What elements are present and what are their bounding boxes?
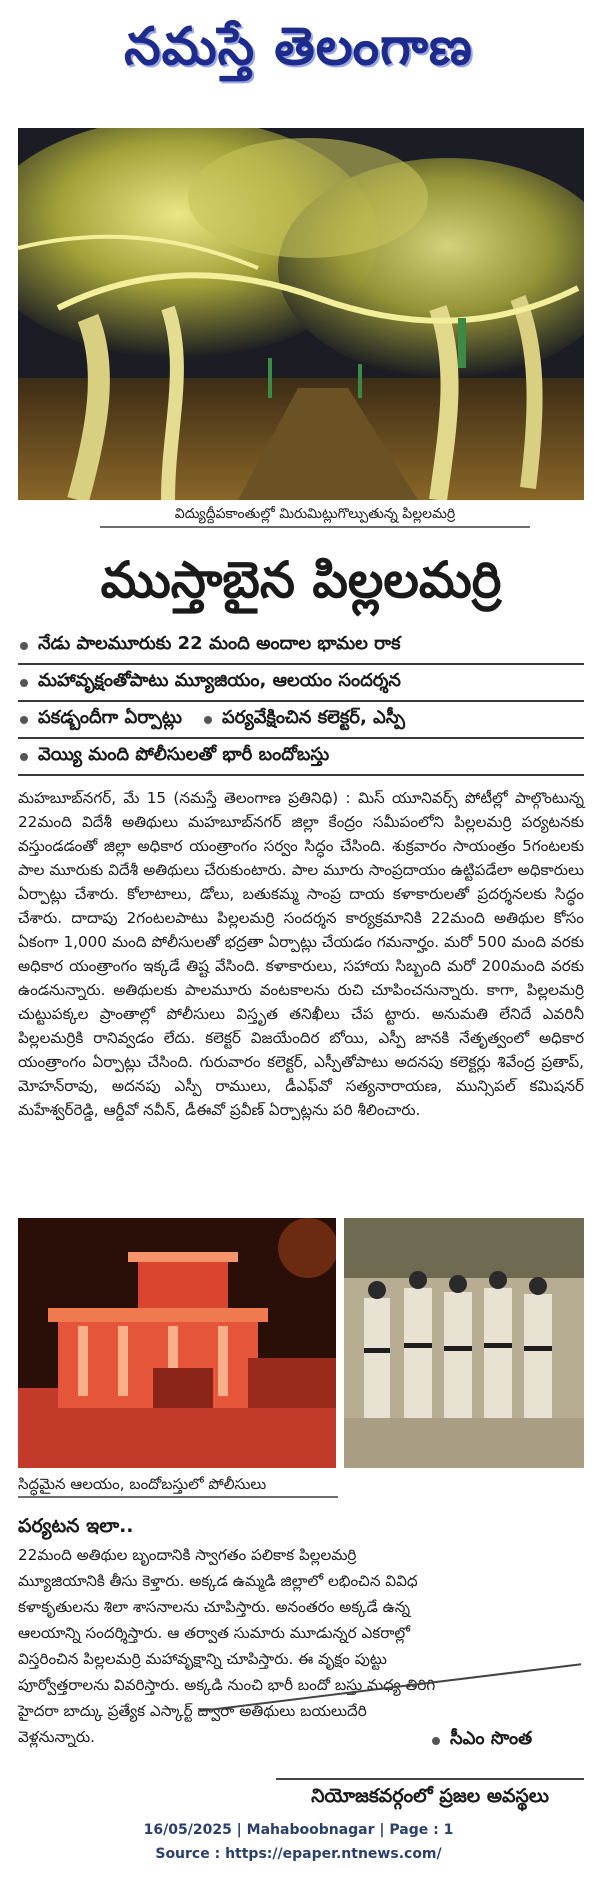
- tour-text: 22మంది అతిథుల బృందానికి స్వాగతం పలికాక పిల్లలమర్రి మ్యూజియానికి తీసు కెళ్తారు. అక్కడ ఉమ్మడి జిల్లాలో లభించిన వివిధ కళాకృతులను శిలా శాసనాలను చూపిస్తారు. అనంతరం అక్కడే ఉన్న ఆలయాన్ని సందర్శిస్తారు. ఆ తర్వాత సుమారు మూడున్నర ఎకరాల్లో విస్తరించిన పిల్లలమర్రి మహావృక్షాన్ని చూపిస్తారు. ఈ వృక్షం పుట్టు పూర్వోత్తరాలను వివరిస్తారు. అక్కడి నుంచి భారీ బందో బస్తు మధ్య తిరిగి హైదరా బాద్కు ప్రత్యేక ఎస్కార్ట్ ద్వారా అతిథులు బయలుదేరి వెళ్లనున్నారు.: [18, 1546, 436, 1746]
- highlight-item: [18, 628, 584, 665]
- highlight-text: వెయ్యి మంది పోలీసులతో భారీ బందోబస్తు: [38, 744, 330, 765]
- tour-heading: పర్యటన ఇలా..: [18, 1515, 134, 1537]
- highlight-item: [18, 702, 584, 739]
- cm-headline: నియోజకవర్గంలో ప్రజల అవస్థలు: [276, 1778, 584, 1812]
- highlight-item: [18, 665, 584, 702]
- article-body: మహబూబ్‌నగర్, మే 15 (నమస్తే తెలంగాణ ప్రతినిధి) : మిస్ యూనివర్స్ పోటీల్లో పాల్గొంటున్న 22మంది విదేశీ అతిథులు మహబూబ్‌నగర్ జిల్లా కేంద్రం సమీపంలోని పిల్లలమర్రి పర్యటనకు వస్తుండడంతో జిల్లా అధికార యంత్రాంగం సర్వం సిద్ధం చేసింది. శుక్రవారం సాయంత్రం 5గంటలకు పాల మూరుకు విదేశీ అతిథులు చేరుకుంటారు. పాల మూరు సాంప్రదాయం ఉట్టిపడేలా అధికారులు ఏర్పాట్లు చేశారు. కోలాటాలు, డోలు, బతుకమ్మ సాంప్ర దాయ కళాకారులతో ప్రదర్శనలకు సిద్ధం చేశారు. దాదాపు 2గంటలపాటు పిల్లలమర్రి సందర్శన కార్యక్రమానికి 22మంది అతిథుల కోసం ఏకంగా 1,000 మంది పోలీసులతో భద్రతా ఏర్పాట్లు చేయడం గమనార్హం. మరో 500 మంది వరకు అధికార యంత్రాంగం ఇక్కడే తిష్ట వేసింది. కళాకారులు, సహాయ సిబ్బంది మరో 200మంది వరకు ఉండనున్నారు. అతిథులకు పాలమూరు వంటకాలను రుచి చూపించనున్నారు. కాగా, పిల్లలమర్రి చుట్టుపక్కల ప్రాంతాల్లో పోలీసులు విస్తృత తనిఖీలు చేప ట్టారు. అనుమతి లేనిదే ఎవరినీ పిల్లలమర్రికి రానివ్వడం లేదు. కలెక్టర్ విజయేందిర బోయి, ఎస్పీ జానకి నేతృత్వంలో అధికార యంత్రాంగం ఏర్పాట్లు చేసింది. గురువారం కలెక్టర్, ఎస్పీతోపాటు అదనపు కలెక్టర్లు శివేంద్ర ప్రతాప్, మోహన్‌రావు, అదనపు ఎస్పీ రాములు, డీఎఫ్‌వో సత్యనారాయణ, మున్సిపల్ కమిషనర్ మహేశ్వర్‌రెడ్డి, ఆర్డీవో నవీన్, డీఈవో ప్రవీణ్ ఏర్పాట్లను పరి శీలించారు.: [18, 789, 584, 1119]
- bullet-icon: [20, 716, 28, 724]
- temple-photo: [18, 1218, 336, 1468]
- page-footer: [0, 1818, 597, 1866]
- edition-info: 16/05/2025 | Mahaboobnagar | Page : 1: [143, 1822, 454, 1838]
- police-photo: [344, 1218, 584, 1468]
- highlight-text: పర్యవేక్షించిన కలెక్టర్, ఎస్పీ: [221, 707, 405, 728]
- illuminated-banyan-tree-image: [18, 128, 584, 500]
- highlight-text: నేడు పాలమూరుకు 22 మంది అందాల భామల రాక: [38, 633, 401, 654]
- headline: ముస్తాబైన పిల్లలమర్రి: [100, 551, 502, 609]
- tour-body: [18, 1542, 584, 1750]
- highlight-text: పకడ్బందీగా ఏర్పాట్లు: [38, 707, 182, 728]
- photo-caption: విద్యుద్దీపకాంతుల్లో మిరుమిట్లుగొల్పుతున్న పిల్లలమర్రి: [100, 502, 530, 528]
- source-link[interactable]: Source : https://epaper.ntnews.com/: [155, 1846, 442, 1862]
- lit-temple-image: [18, 1218, 336, 1468]
- masthead: [0, 0, 597, 100]
- newspaper-logo: నమస్తే తెలంగాణ: [124, 16, 473, 77]
- bullet-icon: [204, 716, 212, 724]
- photo-row-caption: సిద్ధమైన ఆలయం, బందోబస్తులో పోలీసులు: [18, 1470, 338, 1498]
- bullet-icon: [20, 642, 28, 650]
- bullet-icon: [432, 1737, 440, 1745]
- highlights-list: [18, 628, 584, 776]
- pillalamarri-night-photo: [18, 128, 584, 500]
- highlight-text: మహావృక్షంతోపాటు మ్యూజియం, ఆలయం సందర్శన: [38, 670, 401, 691]
- highlight-item: [18, 739, 584, 776]
- cm-tag: [432, 1728, 532, 1753]
- bullet-icon: [20, 753, 28, 761]
- bullet-icon: [20, 679, 28, 687]
- cm-tag-text: సీఎం సొంత: [450, 1728, 533, 1749]
- police-personnel-image: [344, 1218, 584, 1468]
